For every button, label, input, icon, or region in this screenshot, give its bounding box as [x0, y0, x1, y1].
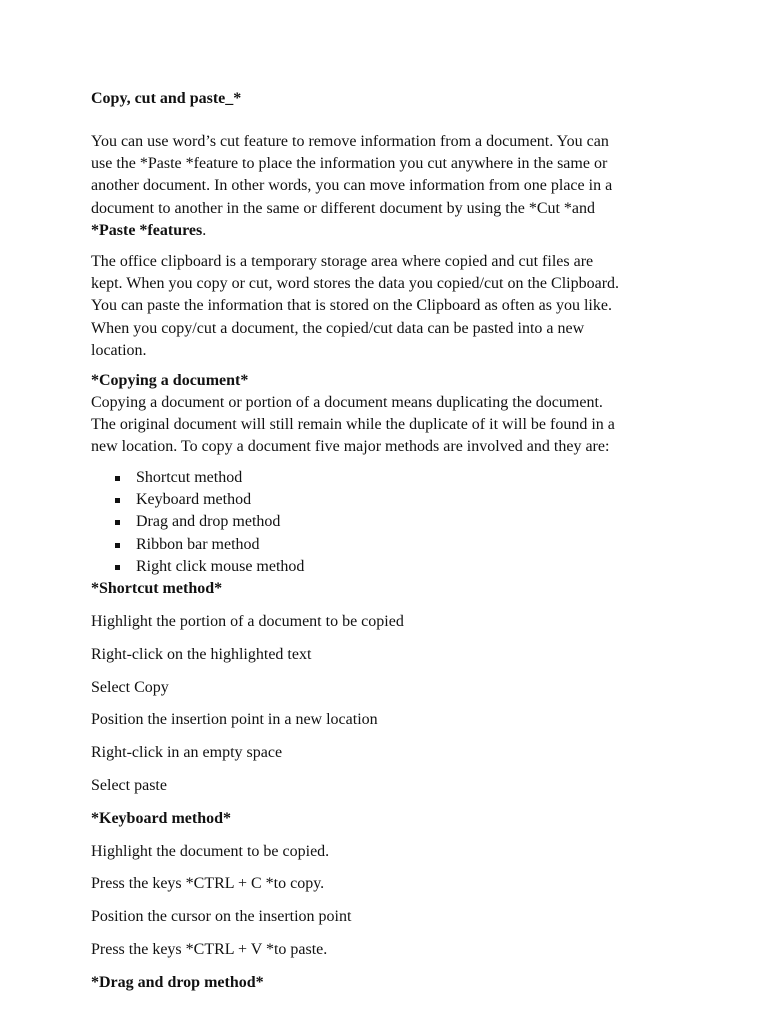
document-body [91, 88, 691, 994]
bold-text: *Paste *features [91, 221, 203, 239]
text-line: The original document will still remain while the duplicate of it will be found in a [91, 416, 615, 434]
step-text: Select Copy [91, 678, 169, 696]
heading-copying-document: *Copying a document* [91, 372, 249, 390]
paragraph-clipboard [91, 251, 691, 362]
list-item: Ribbon bar method [115, 534, 691, 556]
heading-drag-drop-method: *Drag and drop method* [91, 973, 264, 991]
text-line: use the *Paste *feature to place the information you cut anywhere in the same or [91, 155, 608, 173]
heading-shortcut-method: *Shortcut method* [91, 580, 223, 598]
text-line: kept. When you copy or cut, word stores the data you copied/cut on the Clipboard. [91, 275, 620, 293]
text-line [91, 220, 691, 242]
step-text: Right-click on the highlighted text [91, 645, 312, 663]
text-line: You can paste the information that is stored on the Clipboard as often as you like. [91, 297, 612, 315]
text-line: new location. To copy a document five major methods are involved and they are: [91, 438, 610, 456]
step-text: Highlight the document to be copied. [91, 842, 330, 860]
text-line: Copying a document or portion of a document means duplicating the document. [91, 394, 603, 412]
step-text: Right-click in an empty space [91, 744, 283, 762]
text-line: When you copy/cut a document, the copied/cut data can be pasted into a new [91, 319, 585, 337]
step-text: Press the keys *CTRL + C *to copy. [91, 875, 325, 893]
step-text: Position the insertion point in a new location [91, 711, 378, 729]
text-line: You can use word’s cut feature to remove information from a document. You can [91, 133, 609, 150]
text-line: another document. In other words, you can move information from one place in a [91, 177, 613, 195]
paragraph-cut-feature [91, 131, 691, 242]
step-text: Press the keys *CTRL + V *to paste. [91, 940, 328, 958]
heading-keyboard-method: *Keyboard method* [91, 809, 231, 827]
step-text: Highlight the portion of a document to be copied [91, 612, 404, 630]
text-span: . [202, 221, 207, 239]
methods-list [91, 467, 691, 578]
list-item: Shortcut method [115, 467, 691, 489]
list-item: Keyboard method [115, 489, 691, 511]
paragraph-copying [91, 392, 691, 459]
text-line: location. [91, 341, 147, 359]
list-item: Right click mouse method [115, 556, 691, 578]
step-text: Select paste [91, 776, 167, 794]
text-line: The office clipboard is a temporary storage area where copied and cut files are [91, 253, 594, 271]
step-text: Position the cursor on the insertion point [91, 908, 352, 926]
document-title: Copy, cut and paste_* [91, 90, 242, 107]
list-item: Drag and drop method [115, 511, 691, 533]
text-line: document to another in the same or different document by using the *Cut *and [91, 199, 596, 217]
